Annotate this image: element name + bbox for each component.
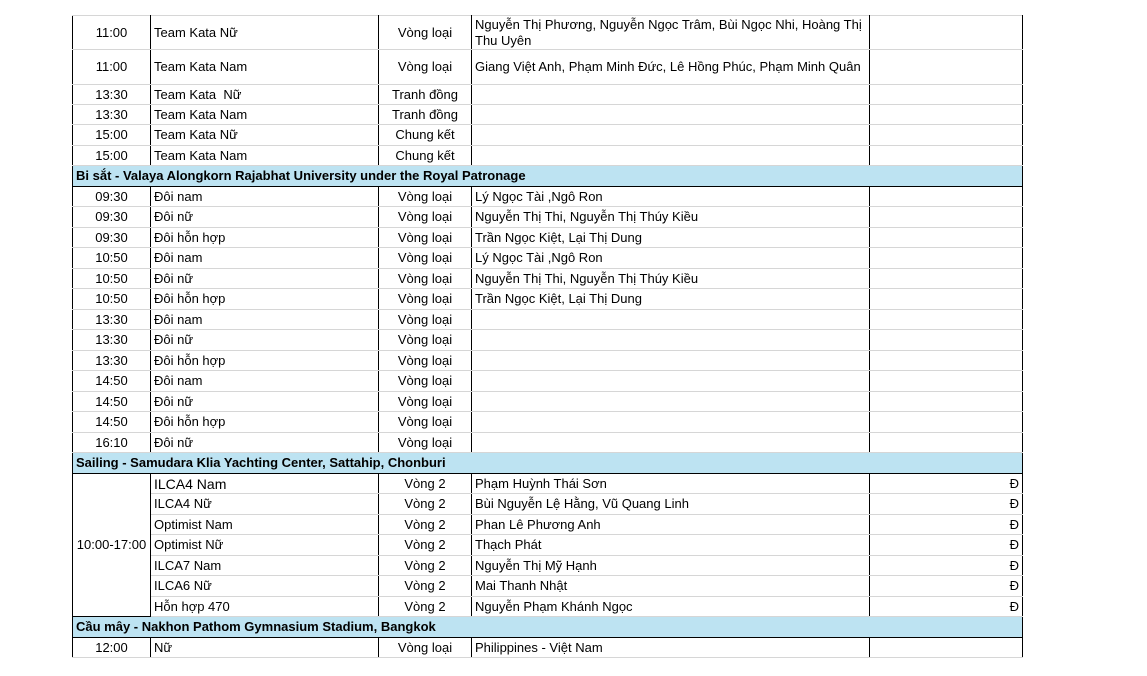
round-cell: Vòng loại: [379, 207, 472, 228]
extra-cell: [870, 412, 1023, 433]
extra-cell: [870, 330, 1023, 351]
athletes-cell: Phan Lê Phương Anh: [472, 515, 870, 535]
time-cell: 13:30: [73, 85, 151, 105]
athletes-cell: [472, 125, 870, 146]
extra-cell: [870, 187, 1023, 207]
extra-cell: [870, 105, 1023, 125]
time-cell: 11:00: [73, 50, 151, 85]
event-cell: Optimist Nữ: [151, 535, 379, 556]
athletes-cell: Nguyễn Thị Thi, Nguyễn Thị Thúy Kiều: [472, 269, 870, 289]
table-row: [73, 248, 1023, 269]
round-cell: Vòng 2: [379, 597, 472, 617]
athletes-cell: Lý Ngọc Tài ,Ngô Ron: [472, 187, 870, 207]
extra-cell: [870, 228, 1023, 248]
round-cell: Vòng loại: [379, 228, 472, 248]
time-cell: 16:10: [73, 433, 151, 453]
round-cell: Vòng 2: [379, 515, 472, 535]
event-cell: Đôi hỗn hợp: [151, 412, 379, 433]
section-title: Cầu mây - Nakhon Pathom Gymnasium Stadium, Bangkok: [73, 617, 1023, 638]
table-row: [73, 269, 1023, 289]
round-cell: Tranh đồng: [379, 105, 472, 125]
athletes-cell: Mai Thanh Nhật: [472, 576, 870, 597]
table-row: [73, 146, 1023, 166]
event-cell: Đôi nam: [151, 248, 379, 269]
schedule-table: [72, 15, 1023, 658]
table-row: [73, 351, 1023, 371]
extra-cell: [870, 125, 1023, 146]
round-cell: Vòng 2: [379, 474, 472, 494]
time-cell: 13:30: [73, 105, 151, 125]
round-cell: Vòng loại: [379, 638, 472, 658]
event-cell: Đôi nam: [151, 371, 379, 392]
table-row: [73, 392, 1023, 412]
event-cell: Đôi hỗn hợp: [151, 228, 379, 248]
athletes-cell: [472, 85, 870, 105]
round-cell: Vòng loại: [379, 248, 472, 269]
table-row: [73, 576, 1023, 597]
round-cell: Vòng loại: [379, 50, 472, 85]
extra-cell: [870, 16, 1023, 50]
event-cell: Hỗn hợp 470: [151, 597, 379, 617]
table-row: [73, 310, 1023, 330]
event-cell: Đôi nam: [151, 187, 379, 207]
athletes-cell: Trần Ngọc Kiệt, Lại Thị Dung: [472, 289, 870, 310]
extra-cell: Đ: [870, 494, 1023, 515]
athletes-cell: Philippines - Việt Nam: [472, 638, 870, 658]
extra-cell: [870, 289, 1023, 310]
time-cell: 13:30: [73, 310, 151, 330]
round-cell: Vòng loại: [379, 269, 472, 289]
athletes-cell: Nguyễn Thị Thi, Nguyễn Thị Thúy Kiều: [472, 207, 870, 228]
event-cell: ILCA4 Nam: [151, 474, 379, 494]
athletes-cell: Giang Việt Anh, Phạm Minh Đức, Lê Hồng Phúc, Phạm Minh Quân: [472, 50, 870, 85]
event-cell: Đôi nữ: [151, 207, 379, 228]
round-cell: Vòng loại: [379, 310, 472, 330]
extra-cell: Đ: [870, 535, 1023, 556]
event-cell: Team Kata Nam: [151, 146, 379, 166]
athletes-cell: [472, 146, 870, 166]
time-cell: 10:50: [73, 269, 151, 289]
round-cell: Chung kết: [379, 146, 472, 166]
table-row: [73, 556, 1023, 576]
event-cell: Đôi hỗn hợp: [151, 351, 379, 371]
event-cell: Đôi nữ: [151, 392, 379, 412]
extra-cell: [870, 351, 1023, 371]
table-row: [73, 330, 1023, 351]
athletes-cell: Nguyễn Phạm Khánh Ngọc: [472, 597, 870, 617]
event-cell: ILCA4 Nữ: [151, 494, 379, 515]
event-cell: Team Kata Nữ: [151, 16, 379, 50]
extra-cell: [870, 371, 1023, 392]
athletes-cell: Trần Ngọc Kiệt, Lại Thị Dung: [472, 228, 870, 248]
athletes-cell: [472, 330, 870, 351]
time-cell: 10:50: [73, 289, 151, 310]
table-row: [73, 289, 1023, 310]
extra-cell: [870, 207, 1023, 228]
round-cell: Vòng loại: [379, 433, 472, 453]
athletes-cell: [472, 105, 870, 125]
athletes-cell: Thạch Phát: [472, 535, 870, 556]
extra-cell: [870, 638, 1023, 658]
round-cell: Vòng loại: [379, 412, 472, 433]
round-cell: Vòng loại: [379, 371, 472, 392]
extra-cell: [870, 310, 1023, 330]
section-title: Sailing - Samudara Klia Yachting Center, Sattahip, Chonburi: [73, 453, 1023, 474]
time-cell: 09:30: [73, 207, 151, 228]
section-header-sailing: [73, 453, 1023, 474]
athletes-cell: Lý Ngọc Tài ,Ngô Ron: [472, 248, 870, 269]
table-row: [73, 638, 1023, 658]
time-cell: 14:50: [73, 371, 151, 392]
table-row: [73, 433, 1023, 453]
table-row: [73, 16, 1023, 50]
time-cell: 10:00-17:00: [73, 474, 151, 617]
extra-cell: Đ: [870, 556, 1023, 576]
table-row: [73, 494, 1023, 515]
event-cell: Optimist Nam: [151, 515, 379, 535]
time-cell: 13:30: [73, 351, 151, 371]
time-cell: 14:50: [73, 412, 151, 433]
time-cell: 09:30: [73, 228, 151, 248]
time-cell: 15:00: [73, 146, 151, 166]
table-row: [73, 207, 1023, 228]
event-cell: Đôi nữ: [151, 330, 379, 351]
event-cell: Đôi hỗn hợp: [151, 289, 379, 310]
extra-cell: [870, 392, 1023, 412]
event-cell: Team Kata Nữ: [151, 125, 379, 146]
athletes-cell: [472, 371, 870, 392]
round-cell: Vòng 2: [379, 535, 472, 556]
extra-cell: [870, 433, 1023, 453]
time-cell: 14:50: [73, 392, 151, 412]
athletes-cell: [472, 412, 870, 433]
extra-cell: Đ: [870, 597, 1023, 617]
event-cell: Đôi nữ: [151, 269, 379, 289]
round-cell: Vòng loại: [379, 330, 472, 351]
round-cell: Chung kết: [379, 125, 472, 146]
athletes-cell: Nguyễn Thị Mỹ Hạnh: [472, 556, 870, 576]
table-row: [73, 412, 1023, 433]
event-cell: Đôi nam: [151, 310, 379, 330]
time-cell: 09:30: [73, 187, 151, 207]
athletes-cell: [472, 433, 870, 453]
round-cell: Tranh đồng: [379, 85, 472, 105]
extra-cell: Đ: [870, 515, 1023, 535]
time-cell: 15:00: [73, 125, 151, 146]
extra-cell: [870, 269, 1023, 289]
athletes-cell: [472, 310, 870, 330]
section-header-bisat: [73, 166, 1023, 187]
table-row: [73, 515, 1023, 535]
extra-cell: Đ: [870, 576, 1023, 597]
athletes-cell: [472, 392, 870, 412]
table-row: [73, 85, 1023, 105]
round-cell: Vòng loại: [379, 187, 472, 207]
extra-cell: [870, 248, 1023, 269]
event-cell: Team Kata Nữ: [151, 85, 379, 105]
extra-cell: [870, 50, 1023, 85]
table-row: [73, 474, 1023, 494]
event-cell: Team Kata Nam: [151, 105, 379, 125]
round-cell: Vòng 2: [379, 494, 472, 515]
event-cell: ILCA7 Nam: [151, 556, 379, 576]
section-title: Bi sắt - Valaya Alongkorn Rajabhat University under the Royal Patronage: [73, 166, 1023, 187]
extra-cell: Đ: [870, 474, 1023, 494]
table-row: [73, 125, 1023, 146]
round-cell: Vòng loại: [379, 351, 472, 371]
time-cell: 10:50: [73, 248, 151, 269]
table-row: [73, 50, 1023, 85]
athletes-cell: [472, 351, 870, 371]
table-row: [73, 228, 1023, 248]
table-row: [73, 535, 1023, 556]
extra-cell: [870, 85, 1023, 105]
athletes-cell: Phạm Huỳnh Thái Sơn: [472, 474, 870, 494]
table-row: [73, 597, 1023, 617]
round-cell: Vòng loại: [379, 289, 472, 310]
round-cell: Vòng loại: [379, 392, 472, 412]
time-cell: 13:30: [73, 330, 151, 351]
event-cell: ILCA6 Nữ: [151, 576, 379, 597]
athletes-cell: Nguyễn Thị Phương, Nguyễn Ngọc Trâm, Bùi Ngọc Nhi, Hoàng Thị Thu Uyên: [472, 16, 870, 50]
table-row: [73, 105, 1023, 125]
time-cell: 12:00: [73, 638, 151, 658]
table-row: [73, 371, 1023, 392]
round-cell: Vòng loại: [379, 16, 472, 50]
round-cell: Vòng 2: [379, 576, 472, 597]
time-cell: 11:00: [73, 16, 151, 50]
round-cell: Vòng 2: [379, 556, 472, 576]
event-cell: Đôi nữ: [151, 433, 379, 453]
event-cell: Team Kata Nam: [151, 50, 379, 85]
event-cell: Nữ: [151, 638, 379, 658]
extra-cell: [870, 146, 1023, 166]
section-header-caumay: [73, 617, 1023, 638]
table-row: [73, 187, 1023, 207]
athletes-cell: Bùi Nguyễn Lệ Hằng, Vũ Quang Linh: [472, 494, 870, 515]
